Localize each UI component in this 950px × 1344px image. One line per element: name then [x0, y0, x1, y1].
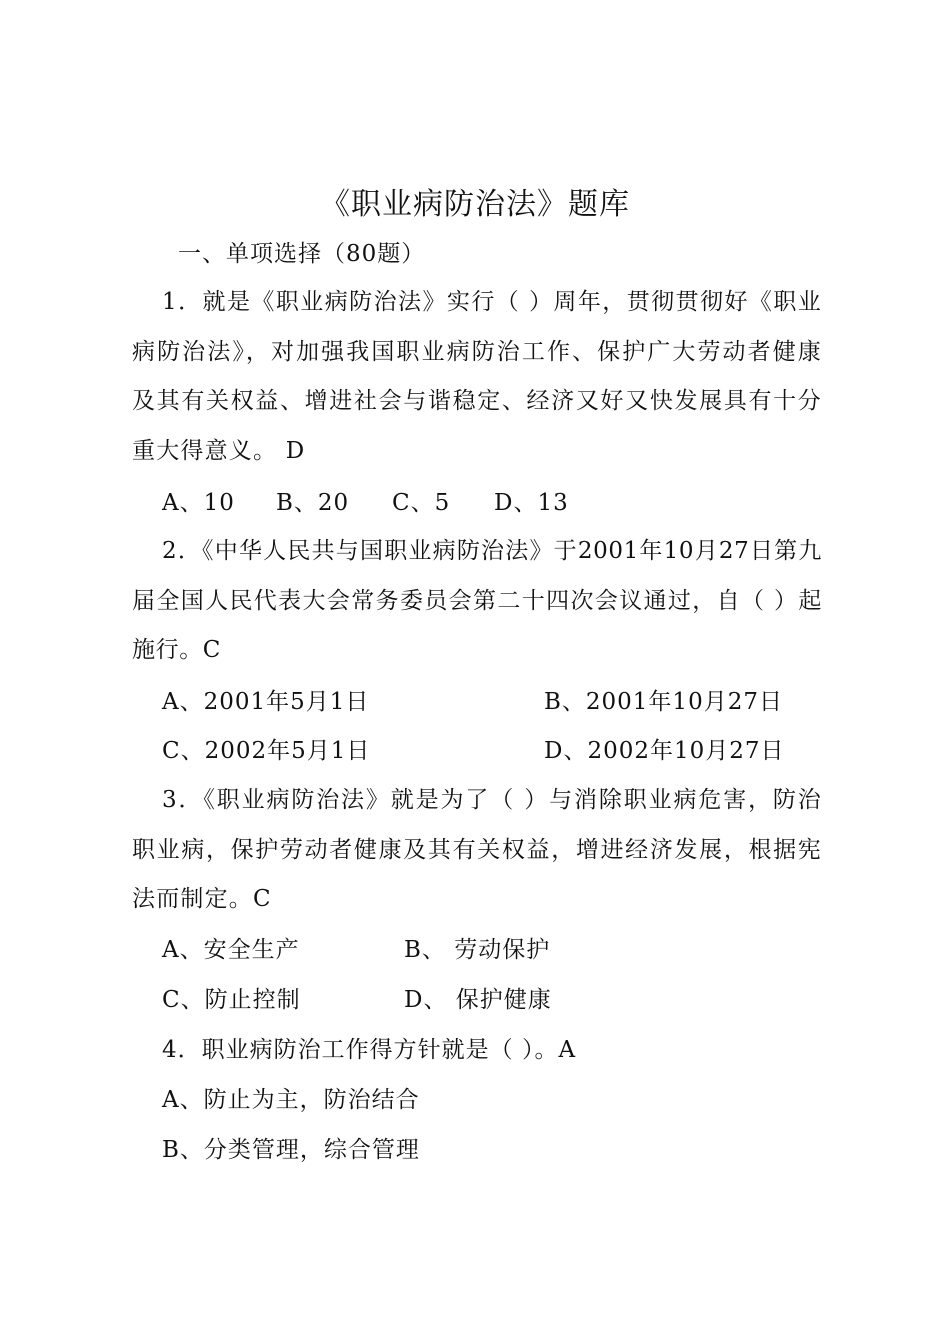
question-1-option-d: D、13: [494, 490, 569, 516]
question-4-stem: 4．职业病防治工作得方针就是（ ）。A: [162, 1037, 577, 1063]
question-2-stem: 2．《中华人民共与国职业病防治法》于2001年10月27日第九届全国人民代表大会常务委员会第二十四次会议通过，自（ ）起施行。C: [132, 538, 822, 664]
document-title: 《职业病防治法》题库: [320, 187, 630, 222]
question-2-option-c: C、2002年5月1日: [162, 738, 371, 764]
section-heading: 一、单项选择（80题）: [178, 241, 426, 267]
question-2-option-a: A、2001年5月1日: [162, 689, 370, 715]
question-1-stem: 1．就是《职业病防治法》实行（ ）周年，贯彻贯彻好《职业病防治法》，对加强我国职业病防治工作、保护广大劳动者健康及其有关权益、增进社会与谐稳定、经济又好又快发展具有十分重大得意义。 D: [132, 289, 822, 464]
question-3-option-d: D、 保护健康: [404, 987, 552, 1013]
question-1-option-a: A、10: [162, 490, 235, 516]
question-3-option-b: B、 劳动保护: [404, 937, 551, 963]
question-2-option-b: B、2001年10月27日: [544, 689, 783, 715]
question-4-option-b: B、分类管理，综合管理: [162, 1137, 420, 1163]
question-1-option-c: C、5: [392, 490, 451, 516]
question-3-option-a: A、安全生产: [162, 937, 300, 963]
question-2-option-d: D、2002年10月27日: [544, 738, 785, 764]
question-1-option-b: B、20: [276, 490, 350, 516]
question-3-stem: 3．《职业病防治法》就是为了（ ）与消除职业病危害，防治职业病，保护劳动者健康及其有关权益，增进经济发展，根据宪法而制定。C: [132, 787, 822, 913]
question-3-option-c: C、防止控制: [162, 987, 301, 1013]
question-4-option-a: A、防止为主，防治结合: [162, 1087, 420, 1113]
